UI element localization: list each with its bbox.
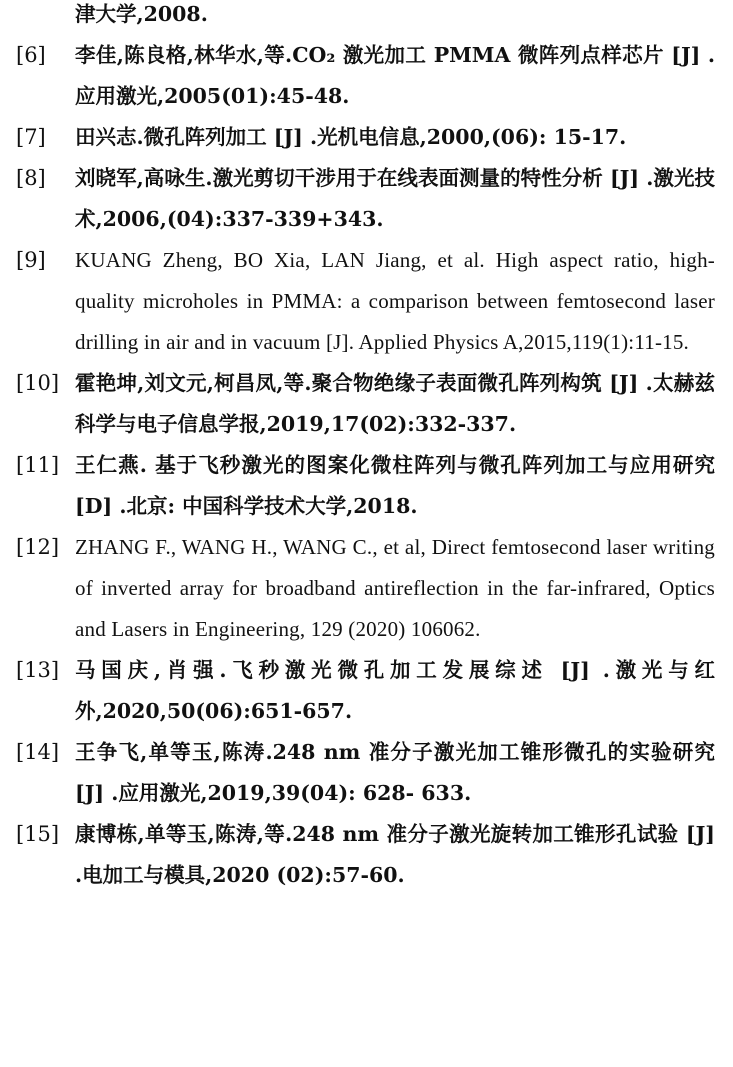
reference-text: 田兴志.微孔阵列加工 [J] .光机电信息,2000,(06): 15-17.	[75, 125, 627, 149]
reference-15	[16, 814, 715, 896]
reference-text: KUANG Zheng, BO Xia, LAN Jiang, et al. High aspect ratio, high-quality microholes in PMMA: a comparison between femtosecond laser drilling in air and in vacuum [J]. Applied Physics A,2015,119(1):11-15.	[75, 248, 715, 354]
reference-continuation	[16, 0, 715, 35]
reference-8	[16, 158, 715, 240]
reference-number: [10]	[16, 371, 60, 395]
reference-text: 霍艳坤,刘文元,柯昌凤,等.聚合物绝缘子表面微孔阵列构筑 [J] .太赫兹科学与电子信息学报,2019,17(02):332-337.	[75, 371, 715, 436]
reference-list	[16, 0, 715, 896]
reference-10	[16, 363, 715, 445]
reference-7	[16, 117, 715, 158]
reference-number: [7]	[16, 125, 46, 149]
reference-number: [11]	[16, 453, 60, 477]
reference-number: [12]	[16, 535, 60, 559]
reference-13	[16, 650, 715, 732]
reference-text: 康博栋,单等玉,陈涛,等.248 nm 准分子激光旋转加工锥形孔试验 [J] .电加工与模具,2020 (02):57-60.	[75, 822, 715, 887]
reference-text: 津大学,2008.	[75, 2, 208, 26]
reference-number: [13]	[16, 658, 60, 682]
reference-number: [9]	[16, 248, 46, 272]
reference-12	[16, 527, 715, 650]
reference-number: [14]	[16, 740, 60, 764]
reference-text: ZHANG F., WANG H., WANG C., et al, Direct femtosecond laser writing of inverted array for broadband antireflection in the far-infrared, Optics and Lasers in Engineering, 129 (2020) 106062.	[75, 535, 715, 641]
reference-14	[16, 732, 715, 814]
reference-text: 马国庆,肖强.飞秒激光微孔加工发展综述 [J] .激光与红外,2020,50(06):651-657.	[75, 658, 715, 723]
reference-text: 李佳,陈良格,林华水,等.CO₂ 激光加工 PMMA 微阵列点样芯片 [J] .应用激光,2005(01):45-48.	[75, 43, 715, 108]
reference-number: [6]	[16, 43, 46, 67]
reference-text: 王仁燕. 基于飞秒激光的图案化微柱阵列与微孔阵列加工与应用研究 [D] .北京: 中国科学技术大学,2018.	[75, 453, 715, 518]
reference-text: 王争飞,单等玉,陈涛.248 nm 准分子激光加工锥形微孔的实验研究 [J] .应用激光,2019,39(04): 628- 633.	[75, 740, 715, 805]
reference-9	[16, 240, 715, 363]
reference-number: [15]	[16, 822, 60, 846]
reference-number: [8]	[16, 166, 46, 190]
reference-6	[16, 35, 715, 117]
reference-11	[16, 445, 715, 527]
reference-text: 刘晓军,高咏生.激光剪切干涉用于在线表面测量的特性分析 [J] .激光技术,2006,(04):337-339+343.	[75, 166, 715, 231]
